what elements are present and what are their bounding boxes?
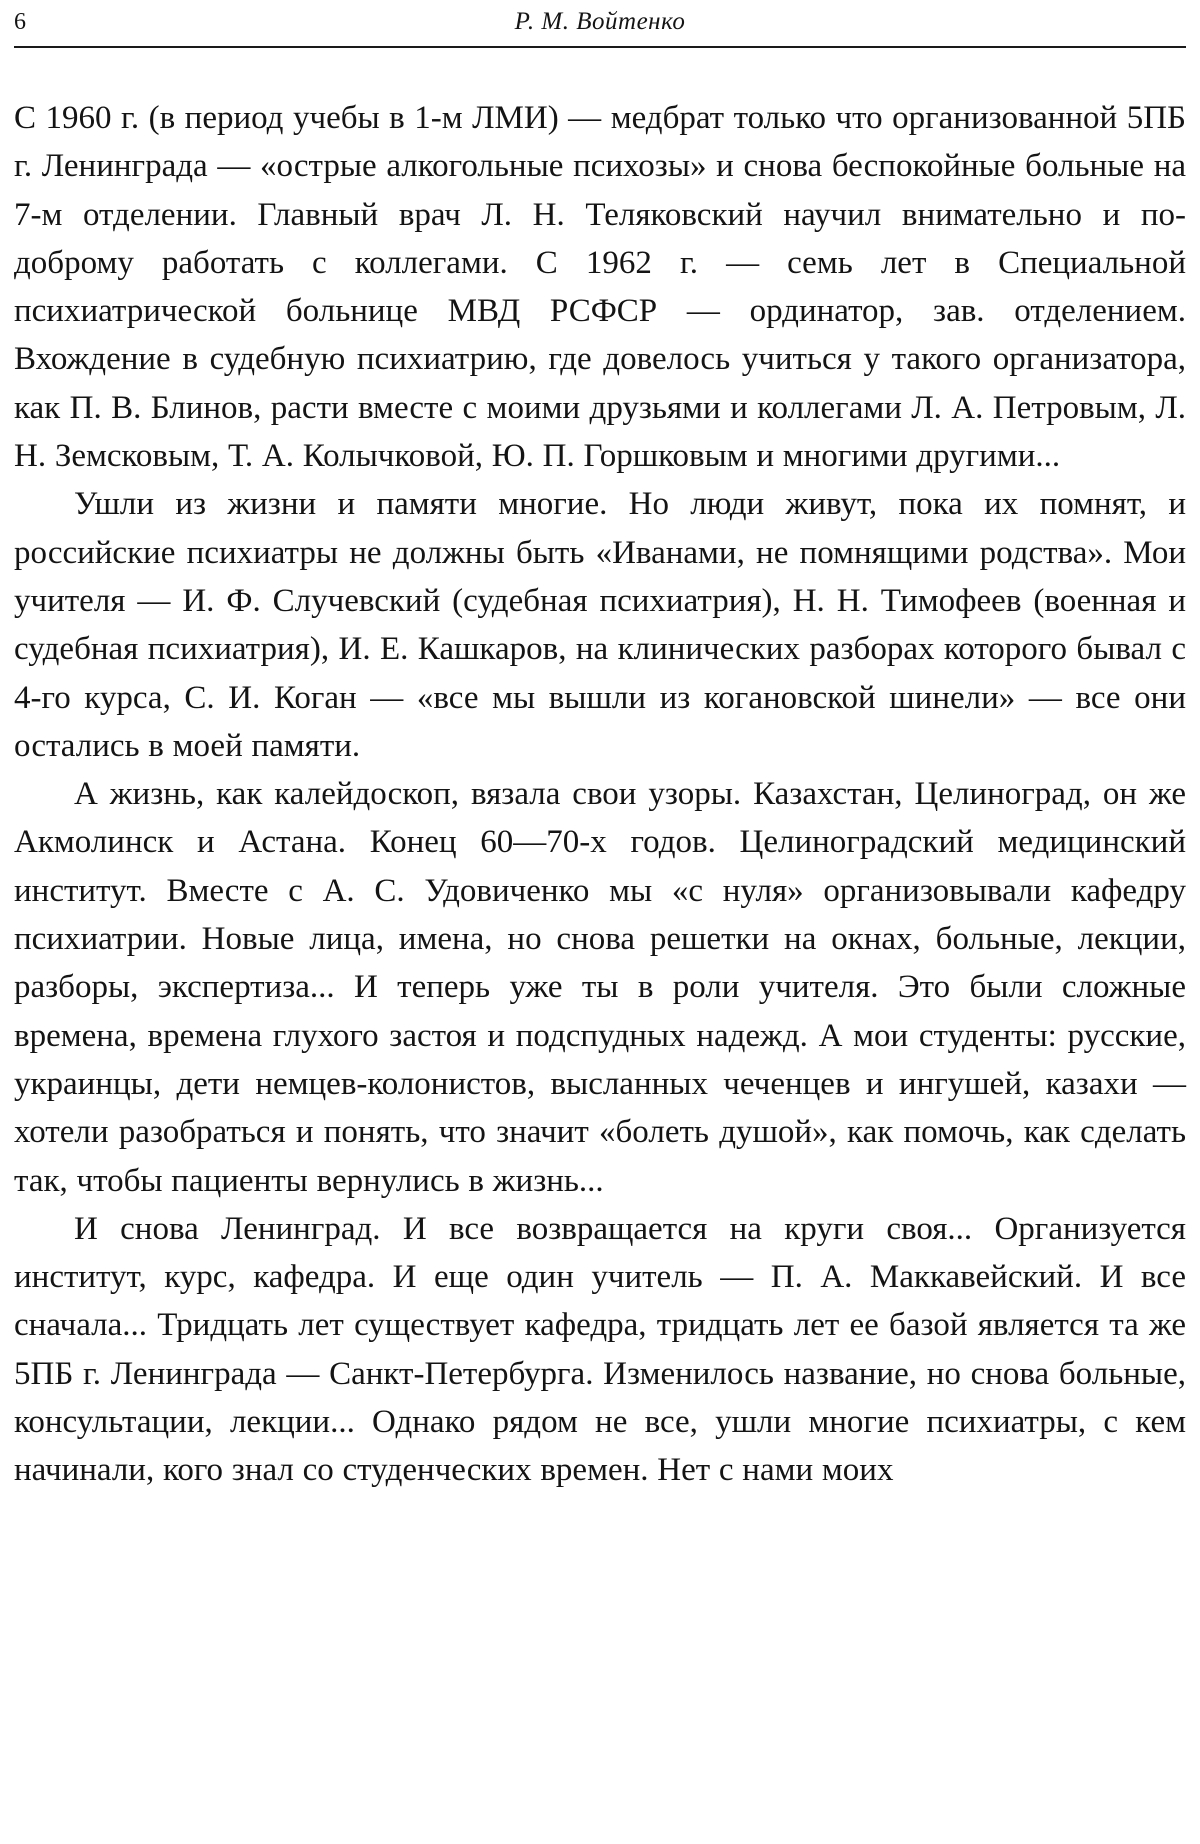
body-text <box>14 94 1186 1495</box>
paragraph-2: Ушли из жизни и памяти многие. Но люди живут, пока их помнят, и российские психиатры не должны быть «Иванами, не помнящими родства». Мои учителя — И. Ф. Случевский (судебная психиатрия), Н. Н. Тимофеев (военная и судебная психиатрия), И. Е. Кашкаров, на клинических разборах которого бывал с 4-го курса, С. И. Коган — «все мы вышли из когановской шинели» — все они остались в моей памяти. <box>14 486 1186 764</box>
book-page <box>14 0 1186 1844</box>
running-head <box>14 0 1186 48</box>
running-title: Р. М. Войтенко <box>514 8 686 35</box>
page-number: 6 <box>14 9 26 35</box>
paragraph-4: И снова Ленинград. И все возвращается на круги своя... Организуется институт, курс, кафедра. И еще один учитель — П. А. Маккавейский. И все сначала... Тридцать лет существует кафедра, тридцать лет ее базой является та же 5ПБ г. Ленинграда — Санкт-Петербурга. Изменилось название, но снова больные, консультации, лекции... Однако рядом не все, ушли многие психиатры, с кем начинали, кого знал со студенческих времен. Нет с нами моих <box>14 1210 1186 1489</box>
paragraph-3: А жизнь, как калейдоскоп, вязала свои узоры. Казахстан, Целиноград, он же Акмолинск и Астана. Конец 60—70-х годов. Целиноградский медицинский институт. Вместе с А. С. Удовиченко мы «с нуля» организовывали кафедру психиатрии. Новые лица, имена, но снова решетки на окнах, больные, лекции, разборы, экспертиза... И теперь уже ты в роли учителя. Это были сложные времена, времена глухого застоя и подспудных надежд. А мои студенты: русские, украинцы, дети немцев-колонистов, высланных чеченцев и ингушей, казахи — хотели разобраться и понять, что значит «болеть душой», как помочь, как сделать так, чтобы пациенты вернулись в жизнь... <box>14 776 1186 1199</box>
paragraph-1: С 1960 г. (в период учебы в 1-м ЛМИ) — медбрат только что организованной 5ПБ г. Ленинграда — «острые алкогольные психозы» и снова беспокойные больные на 7-м отделении. Главный врач Л. Н. Теляковский научил внимательно и по-доброму работать с коллегами. С 1962 г. — семь лет в Специальной психиатрической больнице МВД РСФСР — ординатор, зав. отделением. Вхождение в судебную психиатрию, где довелось учиться у такого организатора, как П. В. Блинов, расти вместе с моими друзьями и коллегами Л. А. Петровым, Л. Н. Земсковым, Т. А. Колычковой, Ю. П. Горшковым и многими другими... <box>14 100 1186 475</box>
